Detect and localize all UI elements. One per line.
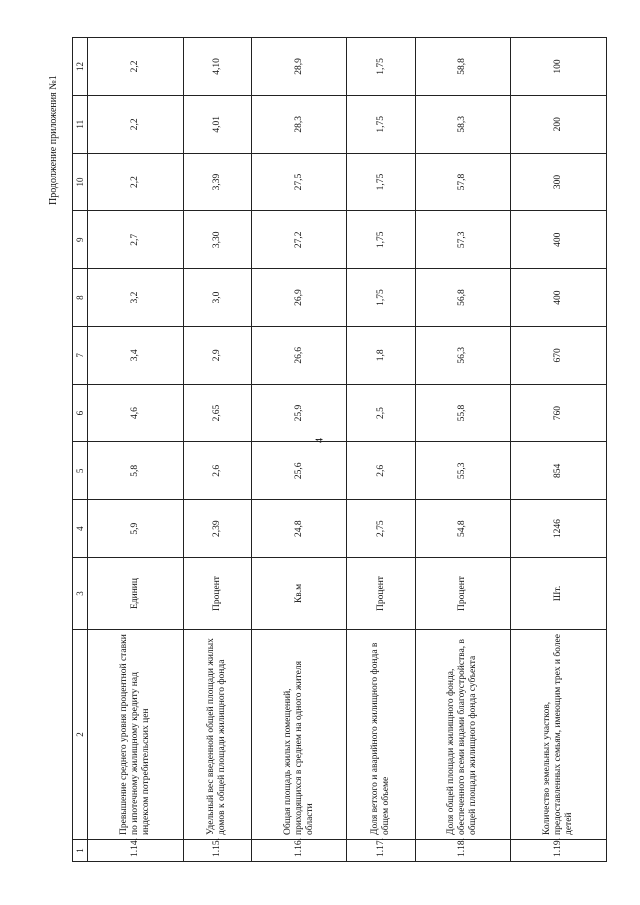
value-cell: 26,6 xyxy=(251,326,347,384)
unit-cell: Процент xyxy=(347,558,415,630)
value-cell: 28,3 xyxy=(251,95,347,153)
unit-cell: Кв.м xyxy=(251,558,347,630)
value-cell: 2,5 xyxy=(347,384,415,442)
value-cell: 58,8 xyxy=(415,38,511,96)
indicator-name-cell: Превышение среднего уровня процентной ставки по ипотечному жилищному кредиту над индексом потребительских цен xyxy=(88,630,184,840)
value-cell: 3,39 xyxy=(183,153,251,211)
indicator-name-cell: Удельный вес введенной общей площади жилых домов к общей площади жилищного фонда xyxy=(183,630,251,840)
table-row xyxy=(88,38,184,862)
value-cell: 25,6 xyxy=(251,442,347,500)
value-cell: 3,30 xyxy=(183,211,251,269)
value-cell: 1,75 xyxy=(347,269,415,327)
value-cell: 56,8 xyxy=(415,269,511,327)
column-number-cell: 2 xyxy=(73,630,88,840)
value-cell: 2,9 xyxy=(183,326,251,384)
value-cell: 854 xyxy=(511,442,607,500)
value-cell: 1,75 xyxy=(347,38,415,96)
value-cell: 4,01 xyxy=(183,95,251,153)
value-cell: 27,5 xyxy=(251,153,347,211)
value-cell: 27,2 xyxy=(251,211,347,269)
unit-cell: Единиц xyxy=(88,558,184,630)
value-cell: 1,75 xyxy=(347,95,415,153)
column-number-cell: 4 xyxy=(73,500,88,558)
column-number-cell: 9 xyxy=(73,211,88,269)
value-cell: 100 xyxy=(511,38,607,96)
column-number-cell: 5 xyxy=(73,442,88,500)
value-cell: 2,2 xyxy=(88,38,184,96)
value-cell: 300 xyxy=(511,153,607,211)
indicator-name-cell: Количество земельных участков, предоставленных семьям, имеющим трех и более детей xyxy=(511,630,607,840)
value-cell: 760 xyxy=(511,384,607,442)
value-cell: 200 xyxy=(511,95,607,153)
value-cell: 1,75 xyxy=(347,211,415,269)
indicator-name-cell: Доля общей площади жилищного фонда, обеспеченного всеми видами благоустройства, в общей площади жилищного фонда субъекта xyxy=(415,630,511,840)
table-row xyxy=(347,38,415,862)
indicator-name-cell: Общая площадь жилых помещений, приходящихся в среднем на одного жителя области xyxy=(251,630,347,840)
value-cell: 57,8 xyxy=(415,153,511,211)
row-number-cell: 1.15. xyxy=(183,840,251,862)
indicators-table xyxy=(72,37,607,862)
value-cell: 3,4 xyxy=(88,326,184,384)
value-cell: 56,3 xyxy=(415,326,511,384)
value-cell: 2,7 xyxy=(88,211,184,269)
value-cell: 57,3 xyxy=(415,211,511,269)
value-cell: 2,2 xyxy=(88,153,184,211)
row-number-cell: 1.17. xyxy=(347,840,415,862)
value-cell: 3,2 xyxy=(88,269,184,327)
value-cell: 26,9 xyxy=(251,269,347,327)
row-number-cell: 1.19. xyxy=(511,840,607,862)
row-number-cell: 1.14. xyxy=(88,840,184,862)
value-cell: 2,6 xyxy=(347,442,415,500)
column-number-cell: 11 xyxy=(73,95,88,153)
value-cell: 55,8 xyxy=(415,384,511,442)
value-cell: 5,8 xyxy=(88,442,184,500)
value-cell: 2,65 xyxy=(183,384,251,442)
appendix-note: Продолжение приложения №1 xyxy=(48,75,59,205)
column-number-cell: 3 xyxy=(73,558,88,630)
row-number-cell: 1.16. xyxy=(251,840,347,862)
value-cell: 1,8 xyxy=(347,326,415,384)
value-cell: 2,75 xyxy=(347,500,415,558)
column-number-row xyxy=(73,38,88,862)
value-cell: 5,9 xyxy=(88,500,184,558)
table-row xyxy=(183,38,251,862)
table-row xyxy=(511,38,607,862)
value-cell: 25,9 xyxy=(251,384,347,442)
column-number-cell: 6 xyxy=(73,384,88,442)
column-number-cell: 10 xyxy=(73,153,88,211)
value-cell: 55,3 xyxy=(415,442,511,500)
value-cell: 670 xyxy=(511,326,607,384)
unit-cell: Процент xyxy=(183,558,251,630)
value-cell: 2,6 xyxy=(183,442,251,500)
indicator-name-cell: Доля ветхого и аварийного жилищного фонда в общем объеме xyxy=(347,630,415,840)
value-cell: 400 xyxy=(511,269,607,327)
value-cell: 2,39 xyxy=(183,500,251,558)
value-cell: 4,6 xyxy=(88,384,184,442)
unit-cell: Шт. xyxy=(511,558,607,630)
rotated-table-container xyxy=(72,37,607,862)
value-cell: 3,0 xyxy=(183,269,251,327)
column-number-cell: 1 xyxy=(73,840,88,862)
value-cell: 54,8 xyxy=(415,500,511,558)
unit-cell: Процент xyxy=(415,558,511,630)
value-cell: 1,75 xyxy=(347,153,415,211)
value-cell: 4,10 xyxy=(183,38,251,96)
row-number-cell: 1.18. xyxy=(415,840,511,862)
table-row xyxy=(415,38,511,862)
value-cell: 1246 xyxy=(511,500,607,558)
value-cell: 28,9 xyxy=(251,38,347,96)
column-number-cell: 12 xyxy=(73,38,88,96)
table-row xyxy=(251,38,347,862)
value-cell: 24,8 xyxy=(251,500,347,558)
column-number-cell: 7 xyxy=(73,326,88,384)
page-number: 4 xyxy=(314,438,326,443)
value-cell: 58,3 xyxy=(415,95,511,153)
column-number-cell: 8 xyxy=(73,269,88,327)
value-cell: 400 xyxy=(511,211,607,269)
value-cell: 2,2 xyxy=(88,95,184,153)
